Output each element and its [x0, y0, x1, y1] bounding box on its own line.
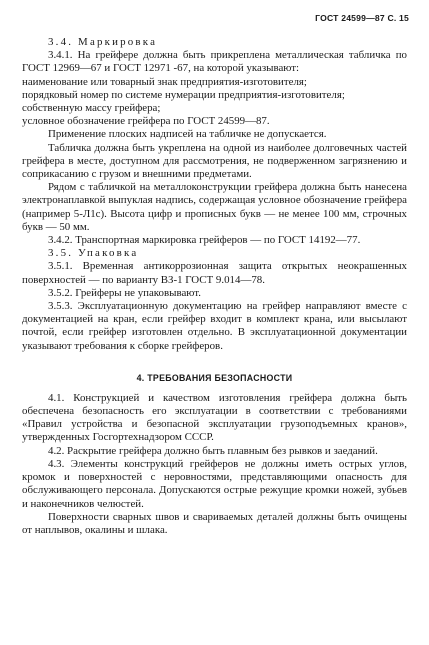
section-heading-3-4: 3.4. Маркировка: [48, 36, 158, 48]
paragraph-raised-inscription: Рядом с табличкой на металлоконструкции грейфера должна быть нанесена электронаплавкой выпуклая надпись, содержащая условное обозначение грейфера (например 5-Л1с). Высота цифр и прописных букв — не менее 100 мм, строчных букв — 50 мм.: [22, 181, 407, 233]
paragraph-4-3: 4.3. Элементы конструкций грейферов не должны иметь острых углов, кромок и поверхностей с неровностями, представляющими опасность для обслуживающего персонала. Допускаются острые режущие кромки ножей, зубьев и наконечников челюстей.: [22, 457, 407, 510]
section-heading-3-5: 3.5. Упаковка: [48, 247, 139, 260]
list-item-name: наименование или товарный знак предприятия-изготовителя;: [22, 75, 307, 88]
paragraph-3-5-1: 3.5.1. Временная антикоррозионная защита открытых неокрашенных поверхностей — по варианту ВЗ-1 ГОСТ 9.014—78.: [22, 260, 407, 286]
page-header: ГОСТ 24599—87 С. 15: [315, 13, 409, 23]
paragraph-3-4-2: 3.4.2. Транспортная маркировка грейферов — по ГОСТ 14192—77.: [48, 234, 361, 247]
paragraph-flat-inscriptions: Применение плоских надписей на табличке не допускается.: [48, 128, 327, 141]
paragraph-4-2: 4.2. Раскрытие грейфера должно быть плавным без рывков и заеданий.: [48, 444, 378, 457]
paragraph-3-5-2: 3.5.2. Грейферы не упаковывают.: [48, 286, 201, 299]
paragraph-weld-surfaces: Поверхности сварных швов и свариваемых деталей должны быть очищены от наплывов, окалины и шлака.: [22, 510, 407, 536]
paragraph-4-1: 4.1. Конструкцией и качеством изготовления грейфера должна быть обеспечена безопасность его эксплуатации в соответствии с требованиями «Правил устройства и безопасной эксплуатации грузоподъемных кранов», утвержденных Госгортехнадзором СССР.: [22, 391, 407, 444]
paragraph-plate-location: Табличка должна быть укреплена на одной из наиболее долговечных частей грейфера в месте, доступном для рассмотрения, не подверженном загрязнению и соприкасанию с грузом и внешними предметами.: [22, 141, 407, 181]
document-body: [22, 36, 407, 537]
list-item-mass: собственную массу грейфера;: [22, 102, 161, 115]
list-item-serial: порядковый номер по системе нумерации предприятия-изготовителя;: [22, 88, 345, 101]
paragraph-3-5-3: 3.5.3. Эксплуатационную документацию на грейфер направляют вместе с документацией на кран, если грейфер входит в комплект крана, или высылают почтой, если грейфер изготовлен отдельно. В эксплуатационной документации указывают требования к сборке грейферов.: [22, 300, 407, 352]
section-title-safety: 4. ТРЕБОВАНИЯ БЕЗОПАСНОСТИ: [136, 372, 293, 383]
list-item-designation: условное обозначение грейфера по ГОСТ 24599—87.: [22, 115, 270, 128]
paragraph-3-4-1: 3.4.1. На грейфере должна быть прикреплена металлическая табличка по ГОСТ 12969—67 и ГОСТ 12971 -67, на которой указывают:: [22, 49, 407, 75]
